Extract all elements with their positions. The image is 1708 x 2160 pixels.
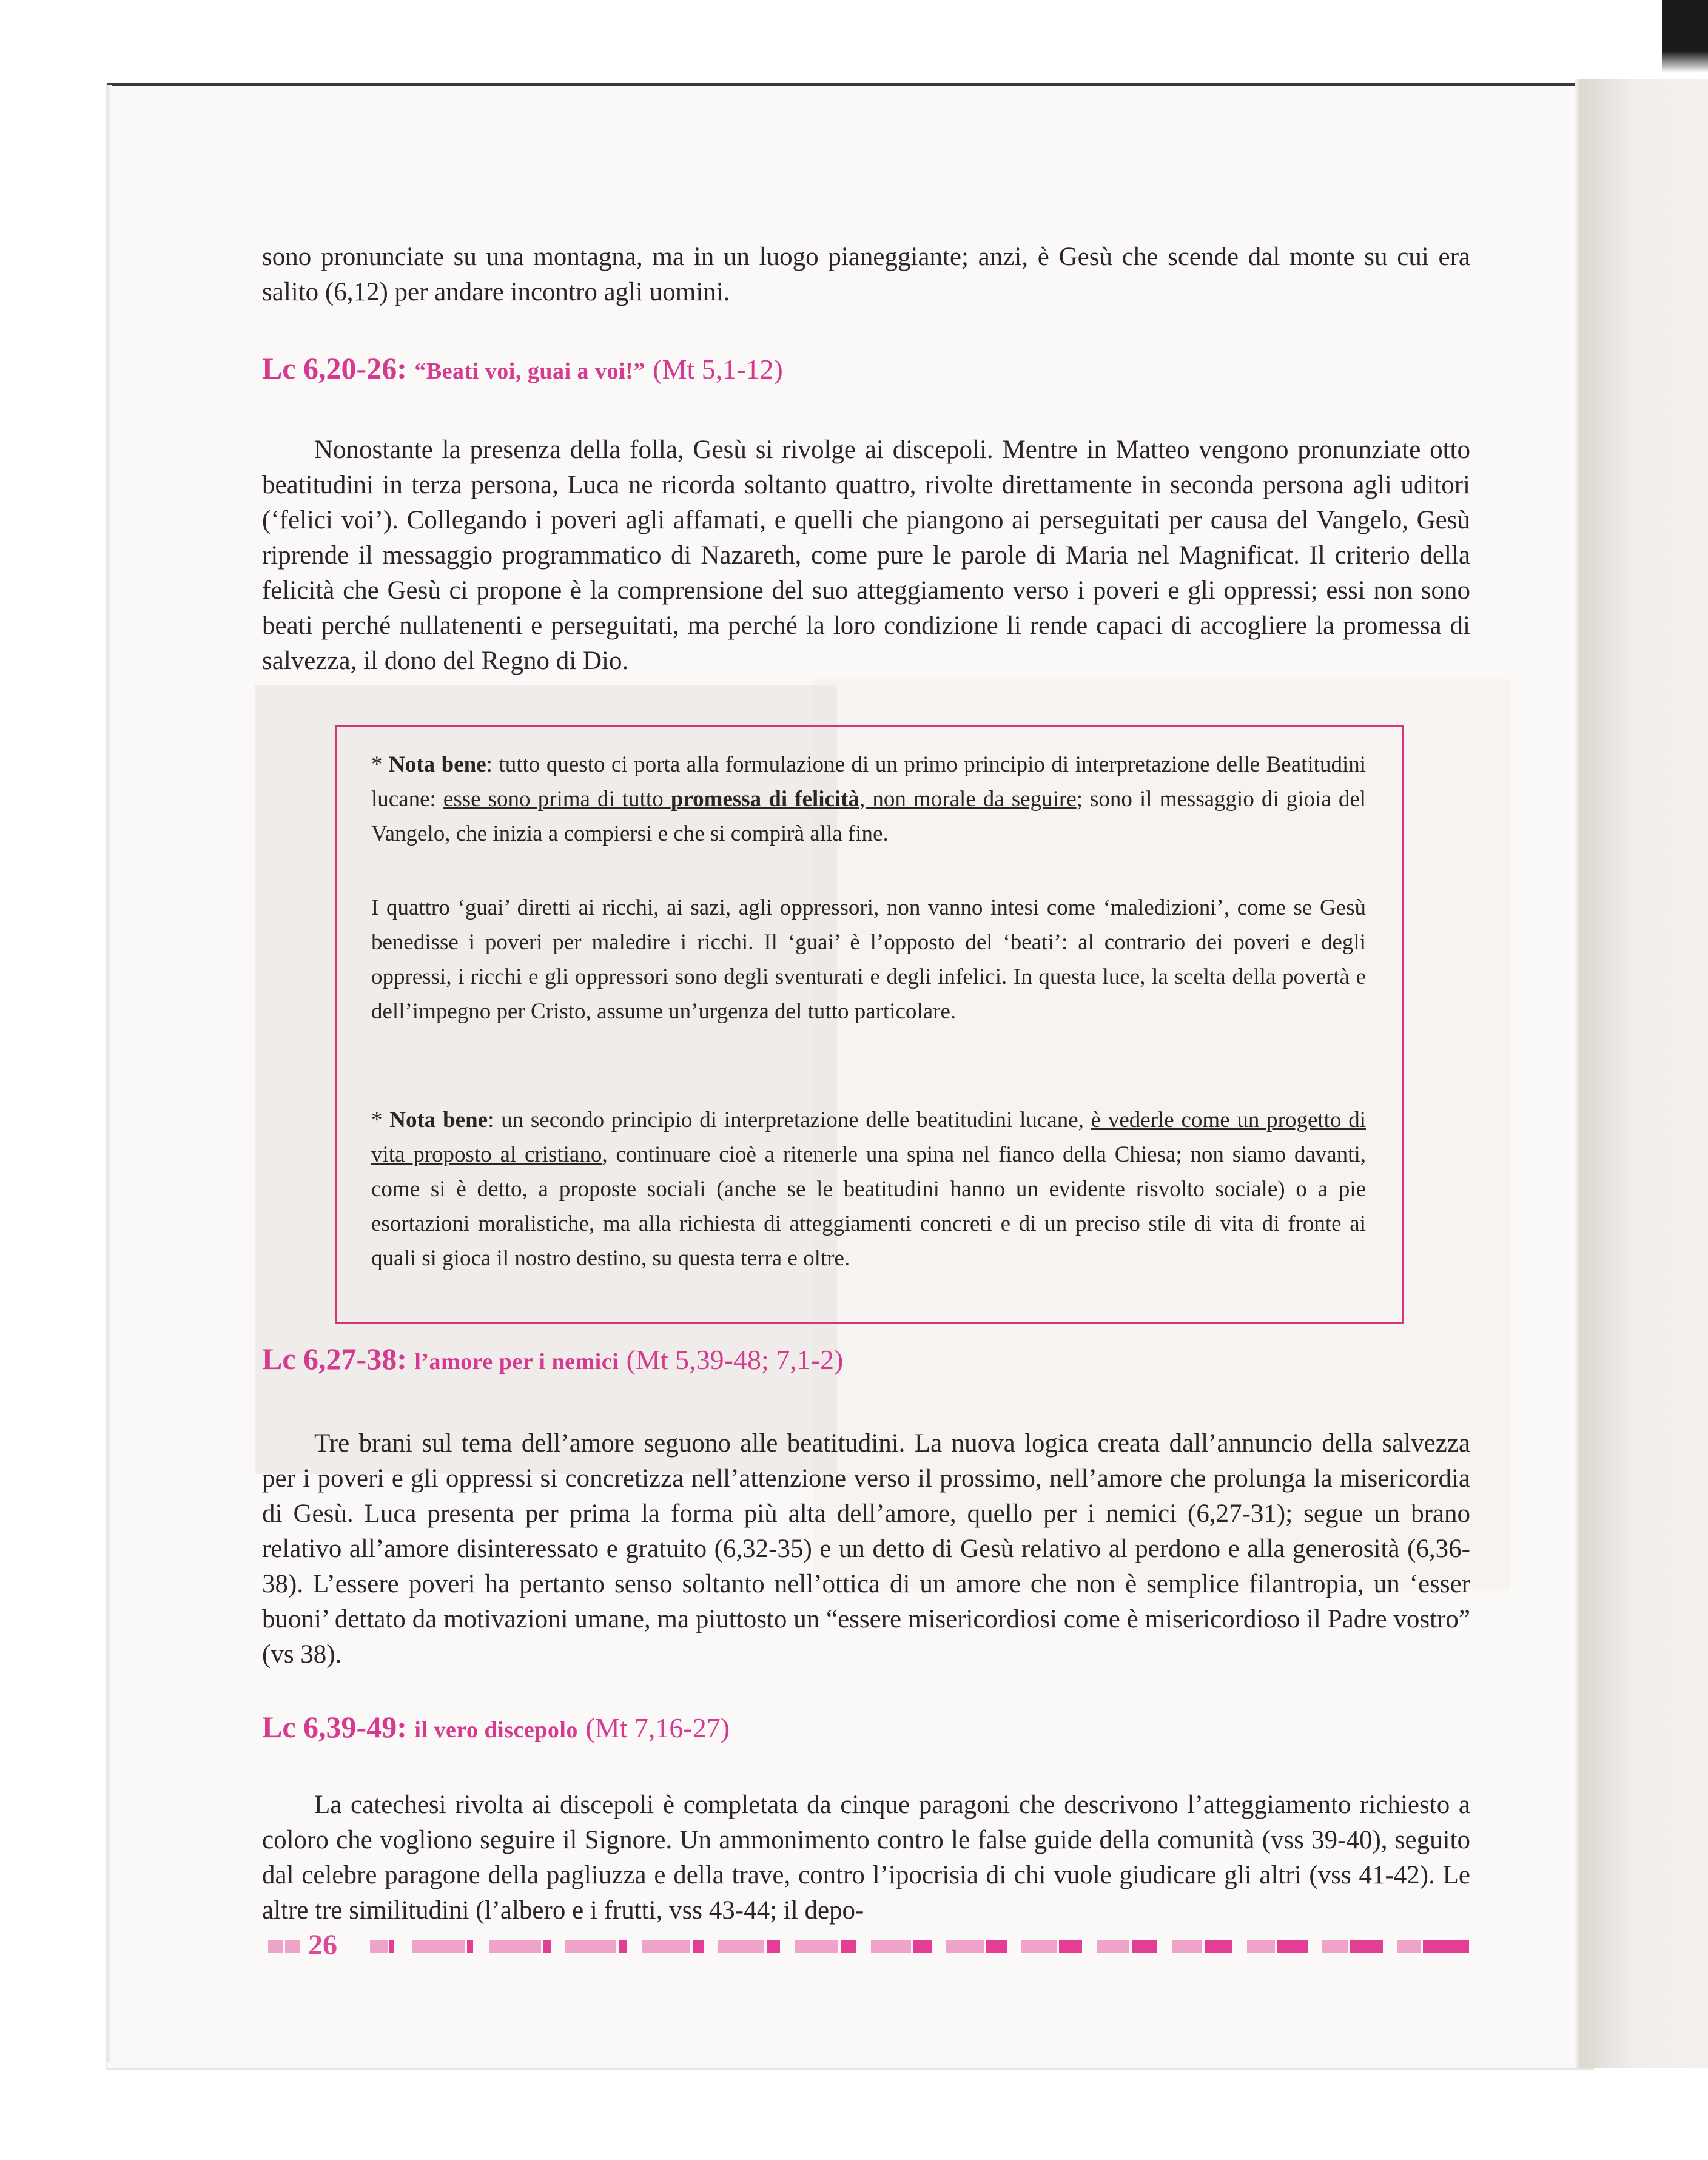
section-heading-1 xyxy=(262,350,783,389)
section-paragraph-2: Tre brani sul tema dell’amore seguono alle beatitudini. La nuova logica creata dall’annuncio della salvezza per i poveri e gli oppressi si concretizza nell’attenzione verso il prossimo, nell’amore che prolunga la misericordia di Gesù. Luca presenta per prima la forma più alta dell’amore, quello per i nemici (6,27-31); segue un brano relativo all’amore disinteressato e gratuito (6,32-35) e un detto di Gesù relativo al perdono e alla generosità (6,36-38). L’essere poveri ha pertanto senso soltanto nell’ottica di un amore che non è semplice filantropia, un ‘esser buoni’ dettato da motivazioni umane, ma piuttosto un “essere misericordiosi come è misericordioso il Padre vostro” (vs 38). xyxy=(262,1429,1470,1669)
footer-square xyxy=(565,1940,616,1953)
footer-square xyxy=(767,1940,780,1953)
footer-square xyxy=(1021,1940,1057,1953)
page-footer xyxy=(262,1929,1475,1961)
note-paragraph-guai: I quattro ‘guai’ diretti ai ricchi, ai sazi, agli oppressori, non vanno intesi come ‘maledizioni’, come se Gesù benedisse i poveri per maledire i ricchi. Il ‘guai’ è l’opposto del ‘beati’: al contrario dei poveri e degli oppressi, i ricchi e gli oppressori sono degli sventurati e degli infelici. In questa luce, la scelta della povertà e dell’impegno per Cristo, assume un’urgenza del tutto particolare. xyxy=(371,895,1366,1024)
footer-square xyxy=(913,1940,932,1953)
intro-paragraph: sono pronunciate su una montagna, ma in un luogo pianeggiante; anzi, è Gesù che scende dal monte su cui era salito (6,12) per andare incontro agli uomini. xyxy=(262,243,1470,306)
section-title: il vero discepolo xyxy=(414,1717,578,1743)
note-text: , continuare cioè a ritenerle una spina nel fianco della Chiesa; non siamo davanti, come si è detto, a proposte sociali (anche se le beatitudini hanno un evidente risvolto sociale) o a pie esortazioni moralistiche, ma alla richiesta di atteggiamenti concreti e di un preciso stile di vita di fronte ai quali si gioca il nostro destino, su questa terra e oltre. xyxy=(371,1142,1366,1271)
footer-square xyxy=(1350,1940,1383,1953)
footer-square xyxy=(1172,1940,1202,1953)
page-top-edge xyxy=(107,83,1593,86)
footer-square xyxy=(795,1940,838,1953)
note-underlined-text: è vederle come un progetto di vita proposto al cristiano xyxy=(371,1108,1366,1167)
note-star: * xyxy=(371,752,389,777)
section-title: l’amore per i nemici xyxy=(414,1349,619,1374)
footer-square xyxy=(467,1940,473,1953)
scan-shadow-corner xyxy=(1662,0,1708,73)
footer-square xyxy=(285,1940,300,1953)
note-text: : tutto questo ci porta alla formulazione di un primo principio di interpretazione delle Beatitudini lucane: xyxy=(371,752,1367,812)
footer-square xyxy=(1205,1940,1232,1953)
note-label: Nota bene xyxy=(389,1108,488,1132)
facing-page-edge xyxy=(1584,79,1708,2068)
note-bene-1 xyxy=(371,747,1366,851)
section-paragraph-1: Nonostante la presenza della folla, Gesù si rivolge ai discepoli. Mentre in Matteo vengono pronunziate otto beatitudini in terza persona, Luca ne ricorda soltanto quattro, rivolte direttamente in seconda persona agli uditori (‘felici voi’). Collegando i poveri agli affamati, e quelli che piangono ai perseguitati per causa del Vangelo, Gesù riprende il messaggio programmatico di Nazareth, come pure le parole di Maria nel Magnificat. Il criterio della felicità che Gesù ci propone è la comprensione del suo atteggiamento verso i poveri e gli oppressi; essi non sono beati perché nullatenenti e perseguitati, ma perché la loro condizione li rende capaci di accogliere la promessa di salvezza, il dono del Regno di Dio. xyxy=(262,436,1470,675)
footer-square xyxy=(489,1940,541,1953)
footer-square xyxy=(946,1940,984,1953)
footer-square xyxy=(1097,1940,1129,1953)
page-number: 26 xyxy=(308,1929,337,1961)
section-paragraph-3: La catechesi rivolta ai discepoli è completata da cinque paragoni che descrivono l’atteggiamento richiesto a coloro che vogliono seguire il Signore. Un ammonimento contro le false guide della comunità (vss 39-40), seguito dal celebre paragone della pagliuzza e della trave, contro l’ipocrisia di chi vuole giudicare gli altri (vss 41-42). Le altre tre similitudini (l’albero e i frutti, vss 43-44; il depo- xyxy=(262,1791,1470,1925)
footer-square xyxy=(1059,1940,1082,1953)
footer-square xyxy=(871,1940,911,1953)
footer-square xyxy=(986,1940,1007,1953)
footer-square xyxy=(1277,1940,1308,1953)
footer-square xyxy=(268,1940,283,1953)
footer-square xyxy=(1423,1940,1469,1953)
footer-square xyxy=(718,1940,764,1953)
section-parallel: (Mt 7,16-27) xyxy=(585,1712,730,1743)
note-underlined-bold: promessa di felicità xyxy=(670,787,860,812)
section-parallel: (Mt 5,39-48; 7,1-2) xyxy=(626,1344,844,1375)
footer-square xyxy=(1132,1940,1157,1953)
section-heading-2 xyxy=(262,1341,843,1380)
section-heading-3 xyxy=(262,1709,730,1748)
note-underlined-text: , non morale da seguire xyxy=(859,787,1077,812)
footer-square xyxy=(1247,1940,1275,1953)
note-underlined-text: esse sono prima di tutto xyxy=(443,787,671,812)
footer-square xyxy=(389,1940,394,1953)
note-star: * xyxy=(371,1108,390,1132)
note-bene-2 xyxy=(371,1103,1366,1276)
footer-square xyxy=(693,1940,704,1953)
footer-square xyxy=(412,1940,465,1953)
section-parallel: (Mt 5,1-12) xyxy=(653,354,783,385)
section-ref: Lc 6,39-49: xyxy=(262,1710,407,1744)
section-ref: Lc 6,27-38: xyxy=(262,1342,407,1376)
footer-square xyxy=(1397,1940,1421,1953)
note-text: ; sono il messaggio di gioia del Vangelo, che inizia a compiersi e che si compirà alla fine. xyxy=(371,787,1367,846)
page-left-edge xyxy=(107,85,112,2062)
footer-square xyxy=(1322,1940,1348,1953)
footer-square xyxy=(370,1940,388,1953)
note-label: Nota bene xyxy=(389,752,486,777)
footer-square xyxy=(642,1940,690,1953)
section-title: “Beati voi, guai a voi!” xyxy=(414,358,645,384)
footer-square xyxy=(619,1940,627,1953)
footer-square xyxy=(543,1940,551,1953)
note-text: : un secondo principio di interpretazione delle beatitudini lucane, xyxy=(488,1108,1091,1132)
footer-square xyxy=(841,1940,856,1953)
section-ref: Lc 6,20-26: xyxy=(262,351,407,385)
